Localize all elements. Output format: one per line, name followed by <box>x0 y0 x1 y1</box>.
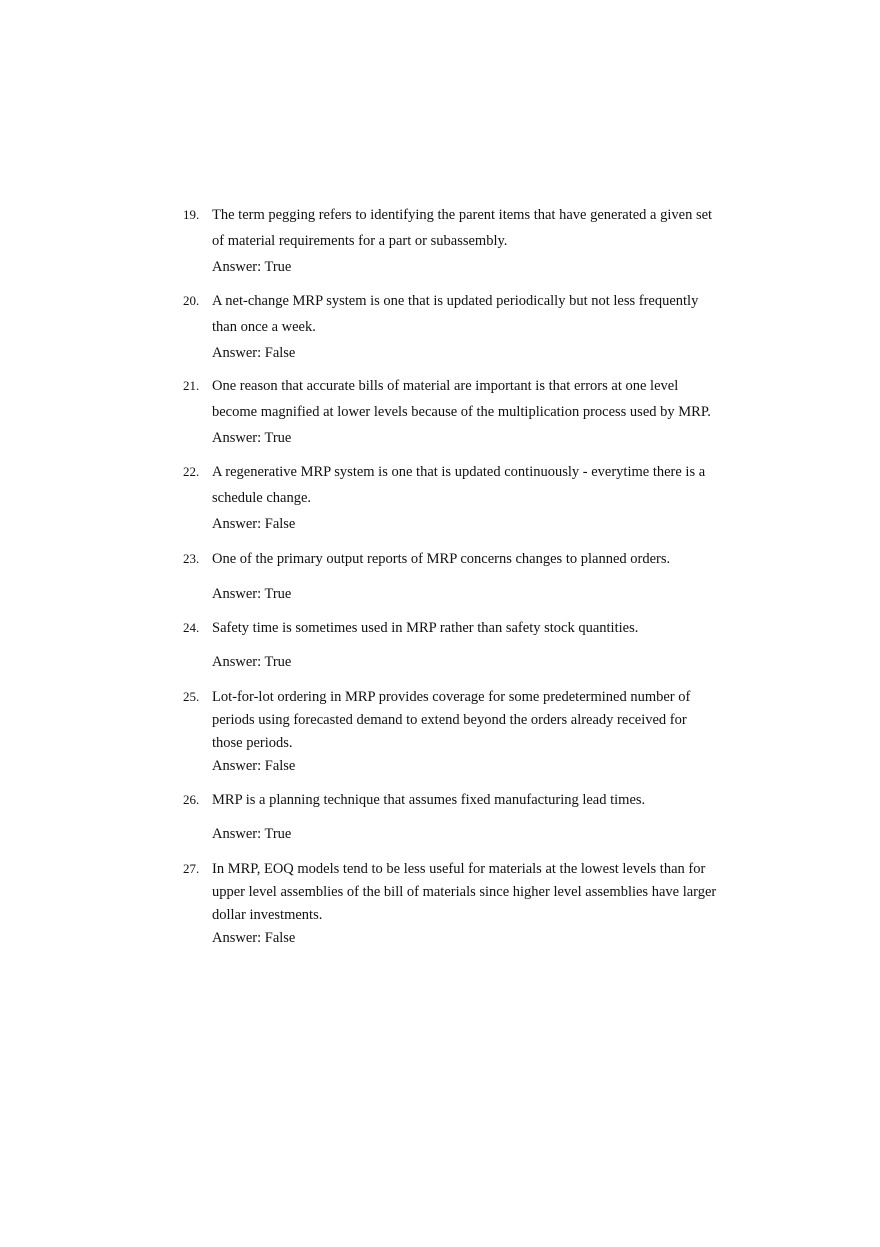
question-number: 27. <box>183 861 200 876</box>
question-text: Lot-for-lot ordering in MRP provides coverage for some predetermined number of periods using forecasted demand to extend beyond the orders already received for those periods. <box>212 689 691 751</box>
question-number: 24. <box>183 620 200 635</box>
question-answer: Answer: True <box>212 259 292 275</box>
question-text: The term pegging refers to identifying the parent items that have generated a given set of material requirements for a part or subassembly. <box>212 207 713 249</box>
question-number: 25. <box>183 689 200 704</box>
question-answer: Answer: False <box>212 930 296 946</box>
question-number: 19. <box>183 207 200 222</box>
question-answer: Answer: True <box>212 826 292 842</box>
question-text: One of the primary output reports of MRP concerns changes to planned orders. <box>212 551 671 567</box>
question-number: 26. <box>183 792 200 807</box>
question-text: Safety time is sometimes used in MRP rather than safety stock quantities. <box>212 620 639 636</box>
question-answer: Answer: True <box>212 586 292 602</box>
question-answer: Answer: True <box>212 430 292 446</box>
question-answer: Answer: True <box>212 654 292 670</box>
question-answer: Answer: False <box>212 758 296 774</box>
question-text: One reason that accurate bills of material are important is that errors at one level become magnified at lower levels because of the multiplication process used by MRP. <box>212 378 711 420</box>
question-number: 22. <box>183 464 200 479</box>
question-text: A regenerative MRP system is one that is updated continuously - everytime there is a schedule change. <box>212 464 706 506</box>
question-answer: Answer: False <box>212 345 296 361</box>
question-answer: Answer: False <box>212 516 296 532</box>
question-number: 20. <box>183 293 200 308</box>
question-text: MRP is a planning technique that assumes fixed manufacturing lead times. <box>212 792 646 808</box>
question-number: 21. <box>183 378 200 393</box>
question-number: 23. <box>183 551 200 566</box>
question-text: In MRP, EOQ models tend to be less useful for materials at the lowest levels than for upper level assemblies of the bill of materials since higher level assemblies have larger dollar investments. <box>212 861 717 923</box>
question-text: A net-change MRP system is one that is updated periodically but not less frequently than once a week. <box>212 293 699 335</box>
